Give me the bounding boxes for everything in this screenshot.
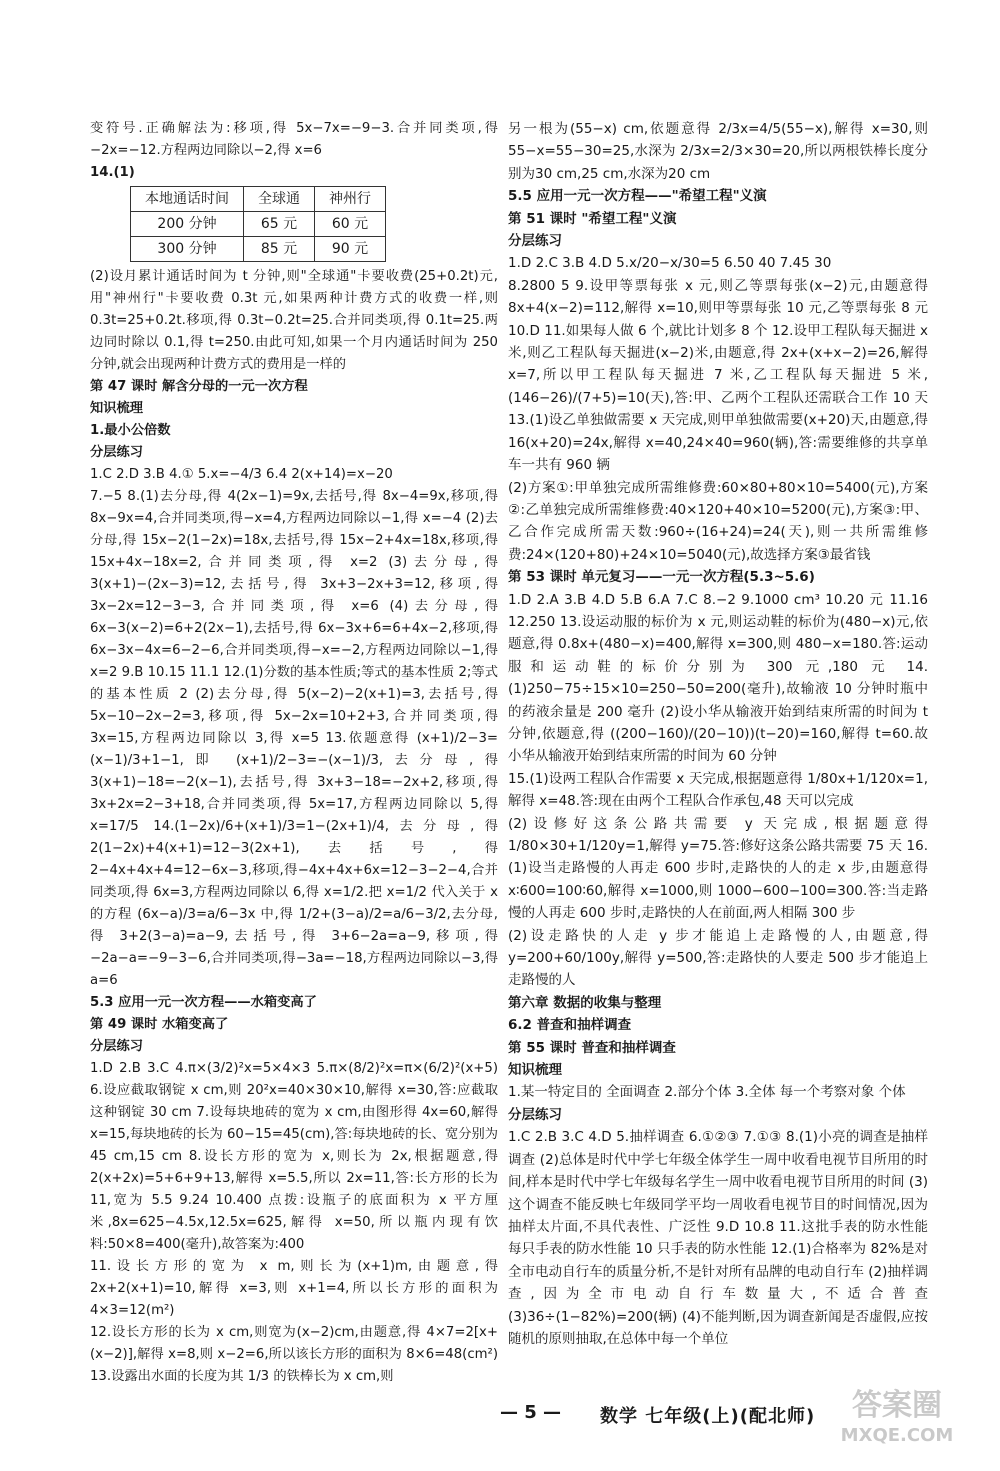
lesson-heading: 第 51 课时 "希望工程"义演	[508, 210, 677, 227]
question-label: 14.(1)	[90, 165, 135, 180]
page-number: — 5 —	[500, 1402, 562, 1423]
table-header-cell: 全球通	[244, 187, 315, 212]
watermark-logo	[812, 1381, 982, 1451]
right-paragraph: (2)设修好这条公路共需要 y 天完成,根据题意得 1/80×30+1/120y=1,解得 y=75.答:修好这条公路共需要 75 天 16.(1)设当走路慢的人再走 600 步时,走路快的人的走 x 步,由题意得 x∶600=100∶60,解得 x=1000,则 1000−600−100=300.答:当走路慢的人再走 600 步时,走路快的人在前面,两人相隔 300 步	[508, 815, 928, 922]
right-paragraph: 8.2800 5 9.设甲等票每张 x 元,则乙等票每张(x−2)元,由题意得 8x+4(x−2)=112,解得 x=10,则甲等票每张 10 元,乙等票每张 8 元 10.D 11.如果每人做 6 个,就比计划多 8 个 12.设甲工程队每天掘进 x 米,则乙工程队每天掘进(x−2)米,由题意,得 2x+(x+x−2)=26,解得 x=7,所以甲工程队每天掘进 7 米,乙工程队每天掘进 5 米,(146−26)/(7+5)=10(天),答:甲、乙两个工程队还需联合工作 10 天 13.(1)设乙单独做需要 x 天完成,则甲单独做需要(x+20)天,由题意,得 16(x+20)=24x,解得 x=40,24×40=960(辆),答:需要维修的共享单车一共有 960 辆	[508, 277, 928, 474]
left-paragraph: 1.D 2.B 3.C 4.π×(3/2)²x=5×4×3 5.π×(8/2)²x=π×(6/2)²(x+5) 6.设应截取钢锭 x cm,则 20²x=40×30×10,解得 x=30,答:应截取这种钢锭 30 cm 7.设每块地砖的宽为 x cm,由图形得 4x=60,解得 x=15,每块地砖的长为 60−15=45(cm),答:每块地砖的长、宽分别为45 cm,15 cm 8.设长方形的宽为 x,则长为 2x,根据题意,得 2(x+2x)=5+6+9+13,解得 x=5.5,所以 2x=11,答:长方形的长为 11,宽为 5.5 9.24 10.400 点拨:设瓶子的底面积为 x 平方厘米,8x=625−4.5x,12.5x=625,解得 x=50,所以瓶内现有饮料:50×8=400(毫升),故答案为:400	[90, 1061, 498, 1252]
left-paragraph: 变符号.正确解法为:移项,得 5x−7x=−9−3.合并同类项,得−2x=−12.方程两边同除以−2,得 x=6	[90, 121, 498, 158]
lesson-heading: 第 55 课时 普查和抽样调查	[508, 1039, 676, 1056]
table-row	[131, 237, 386, 262]
right-paragraph: 1.C 2.B 3.C 4.D 5.抽样调查 6.①②③ 7.①③ 8.(1)小亮的调查是抽样调查 (2)总体是时代中学七年级全体学生一周中收看电视节目所用的时间,样本是时代中学七年级每名学生一周中收看电视节目所用的时间 (3)这个调查不能反映七年级同学平均一周收看电视节目的时间情况,因为抽样太片面,不具代表性、广泛性 9.D 10.8 11.这批手表的防水性能 每只手表的防水性能 10 只手表的防水性能 12.(1)合格率为 82%是对全市电动自行车的质量分析,不是针对所有品牌的电动自行车 (2)抽样调查,因为全市电动自行车数量大,不适合普查 (3)36÷(1−82%)=200(辆) (4)不能判断,因为调查新闻是否虚假,应按随机的原则抽取,在总体中每一个单位	[508, 1129, 928, 1347]
knowledge-item: 1.最小公倍数	[90, 423, 171, 438]
left-paragraph: 7.−5 8.(1)去分母,得 4(2x−1)=9x,去括号,得 8x−4=9x,移项,得 8x−9x=4,合并同类项,得−x=4,方程两边同除以−1,得 x=−4 (2)去分母,得 15x−2(1−2x)=18x,去括号,得 15x−2+4x=18x,移项,得 15x+4x−18x=2,合并同类项,得 x=2 (3)去分母,得 3(x+1)−(2x−3)=12,去括号,得 3x+3−2x+3=12,移项,得 3x−2x=12−3−3,合并同类项,得 x=6 (4)去分母,得 6x−3(x−2)=6+2(2x−1),去括号,得 6x−3x+6=6+4x−2,移项,得 6x−3x−4x=6−2−6,合并同类项,得−x=−2,方程两边同除以−1,得 x=2 9.B 10.15 11.1 12.(1)分数的基本性质;等式的基本性质 2;等式的基本性质 2 (2)去分母,得 5(x−2)−2(x+1)=3,去括号,得 5x−10−2x−2=3,移项,得 5x−2x=10+2+3,合并同类项,得 3x=15,方程两边同除以 3,得 x=5 13.依题意得 (x+1)/2−3=(x−1)/3+1−1,即 (x+1)/2−3=−(x−1)/3,去分母,得 3(x+1)−18=−2(x−1),去括号,得 3x+3−18=−2x+2,移项,得 3x+2x=2−3+18,合并同类项,得 5x=17,方程两边同除以 5,得 x=17/5 14.(1−2x)/6+(x+1)/3=1−(2x+1)/4,去分母,得 2(1−2x)+4(x+1)=12−3(2x+1),去括号,得 2−4x+4x+4=12−6x−3,移项,得−4x+4x+6x=12−3−2−4,合并同类项,得 6x=3,方程两边同除以 6,得 x=1/2.把 x=1/2 代入关于 x 的方程 (6x−a)/3=a/6−3x 中,得 1/2+(3−a)/2=a/6−3/2,去分母,得 3+2(3−a)=a−9,去括号,得 3+6−2a=a−9,移项,得−2a−a=−9−3−6,合并同类项,得−3a=−18,方程两边同除以−3,得 a=6	[90, 489, 498, 988]
section-label: 知识梳理	[90, 401, 144, 416]
section-label: 知识梳理	[508, 1062, 562, 1079]
table-cell: 60 元	[315, 212, 386, 237]
table-row	[131, 212, 386, 237]
table-cell: 200 分钟	[131, 212, 244, 237]
book-title: 数学 七年级(上)(配北师)	[600, 1406, 816, 1427]
table-header-cell: 本地通话时间	[131, 187, 244, 212]
watermark-bottom-text: MXQE.COM	[840, 1425, 954, 1446]
section-label: 分层练习	[508, 233, 562, 250]
right-paragraph: (2)方案①:甲单独完成所需维修费:60×80+80×10=5400(元),方案②:乙单独完成所需维修费:40×120+40×10=5200(元),方案③:甲、乙合作完成所需天数:960÷(16+24)=24(天),则一共所需维修费:24×(120+80)+24×10=5040(元),故选择方案③最省钱	[508, 479, 928, 563]
lesson-heading: 第 47 课时 解含分母的一元一次方程	[90, 379, 308, 394]
right-paragraph: 15.(1)设两工程队合作需要 x 天完成,根据题意得 1/80x+1/120x=1,解得 x=48.答:现在由两个工程队合作承包,48 天可以完成	[508, 770, 928, 810]
table-cell: 65 元	[244, 212, 315, 237]
section-label: 分层练习	[90, 445, 144, 460]
left-paragraph: 11.设长方形的宽为 x m,则长为(x+1)m,由题意,得 2x+2(x+1)=10,解得 x=3,则 x+1=4,所以长方形的面积为 4×3=12(m²)	[90, 1259, 498, 1318]
answer-line: 1.D 2.C 3.B 4.D 5.x/20−x/30=5 6.50 40 7.45 30	[508, 255, 832, 272]
section-heading: 5.3 应用一元一次方程——水箱变高了	[90, 995, 317, 1010]
left-paragraph: 12.设长方形的长为 x cm,则宽为(x−2)cm,由题意,得 4×7=2[x+(x−2)],解得 x=8,则 x−2=6,所以该长方形的面积为 8×6=48(cm²) 13.设露出水面的长度为其 1/3 的铁棒长为 x cm,则	[90, 1325, 498, 1384]
lesson-heading: 第 49 课时 水箱变高了	[90, 1017, 229, 1032]
table-cell: 300 分钟	[131, 237, 244, 262]
table-header-cell: 神州行	[315, 187, 386, 212]
right-paragraph: 1.D 2.A 3.B 4.D 5.B 6.A 7.C 8.−2 9.1000 cm³ 10.20 元 11.16 12.250 13.设运动服的标价为 x 元,则运动鞋的标价为(480−x)元,依题意,得 0.8x+(480−x)=400,解得 x=300,则 480−x=180.答:运动服和运动鞋的标价分别为 300 元,180 元 14.(1)250−75÷15×10=250−50=200(毫升),故输液 10 分钟时瓶中的药液余量是 200 毫升 (2)设小华从输液开始到结束所需的时间为 t 分钟,依题意,得 ((200−160)/(20−10))(t−20)=160,解得 t=60.故小华从输液开始到结束所需的时间为 60 分钟	[508, 591, 928, 765]
lesson-heading: 第 53 课时 单元复习——一元一次方程(5.3~5.6)	[508, 569, 815, 586]
section-heading: 5.5 应用一元一次方程——"希望工程"义演	[508, 188, 767, 205]
fee-table	[130, 186, 386, 262]
watermark-top-text: 答案圈	[852, 1388, 942, 1423]
right-paragraph: (2)设走路快的人走 y 步才能追上走路慢的人,由题意,得 y=200+60/100y,解得 y=500,答:走路快的人要走 500 步才能追上走路慢的人	[508, 927, 928, 989]
section-label: 分层练习	[90, 1039, 144, 1054]
answer-line: 1.C 2.D 3.B 4.① 5.x=−4/3 6.4 2(x+14)=x−20	[90, 467, 393, 482]
table-cell: 90 元	[315, 237, 386, 262]
chapter-heading: 第六章 数据的收集与整理	[508, 994, 662, 1011]
table-cell: 85 元	[244, 237, 315, 262]
section-label: 分层练习	[508, 1106, 562, 1123]
left-paragraph: (2)设月累计通话时间为 t 分钟,则"全球通"卡要收费(25+0.2t)元,用"神州行"卡要收费 0.3t 元,如果两种计费方式的收费一样,则 0.3t=25+0.2t.移项,得 0.3t−0.2t=25.合并同类项,得 0.1t=25.两边同时除以 0.1,得 t=250.由此可知,如果一个月内通话时间为 250 分钟,就会出现两种计费方式的费用是一样的	[90, 269, 498, 372]
section-heading: 6.2 普查和抽样调查	[508, 1017, 632, 1034]
table-header-row	[131, 187, 386, 212]
right-column	[508, 118, 928, 1350]
left-column	[90, 118, 498, 1388]
right-paragraph: 1.某一特定目的 全面调查 2.部分个体 3.全体 每一个考察对象 个体	[508, 1084, 906, 1101]
right-paragraph: 另一根为(55−x) cm,依题意得 2/3x=4/5(55−x),解得 x=30,则 55−x=55−30=25,水深为 2/3x=2/3×30=20,所以两根铁棒长度分别为30 cm,25 cm,水深为20 cm	[508, 121, 928, 182]
